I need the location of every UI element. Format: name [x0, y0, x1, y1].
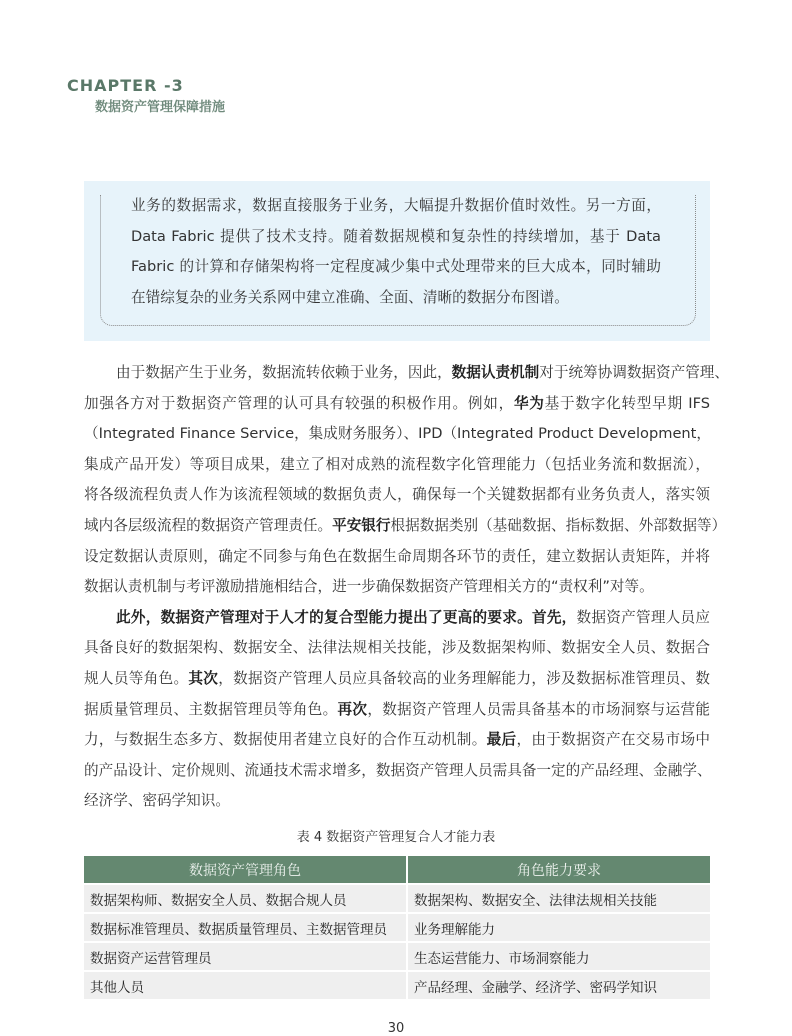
text-segment: 由于数据产生于业务，数据流转依赖于业务，因此， — [116, 364, 452, 381]
chapter-subtitle: 数据资产管理保障措施 — [95, 100, 226, 115]
bold-text: 最后 — [486, 731, 517, 749]
text-line — [84, 638, 710, 658]
text-segment: 具备良好的数据架构、数据安全、法律法规相关技能，涉及数据架构师、数据安全人员、数据合 — [84, 639, 710, 657]
page-number: 30 — [387, 1021, 405, 1036]
bold-text: 华为 — [513, 394, 545, 412]
bold-text: 平安银行 — [332, 517, 391, 534]
table-row — [84, 943, 710, 970]
text-segment: Fabric 的计算和存储架构将一定程度减少集中式处理带来的巨大成本，同时辅助 — [131, 258, 661, 276]
table-row — [84, 885, 710, 912]
text-segment: 数据资产管理人员应 — [576, 608, 710, 626]
text-segment: 对于统筹协调数据资产管理、 — [539, 364, 729, 381]
text-segment: （Integrated Finance Service，集成财务服务）、IPD（Integrated Product Development， — [84, 425, 711, 443]
text-line — [116, 363, 729, 383]
text-line — [131, 227, 661, 247]
bold-text: 数据认责机制 — [451, 364, 540, 381]
text-segment: 域内各层级流程的数据资产管理责任。 — [84, 517, 333, 534]
text-segment: 加强各方对于数据资产管理的认可具有较强的积极作用。例如， — [84, 394, 514, 412]
text-line — [131, 257, 661, 277]
bold-text: 其次 — [188, 670, 219, 687]
capability-cell: 业务理解能力 — [406, 914, 710, 941]
text-line — [84, 791, 710, 811]
text-segment: ，由于数据资产在交易市场中 — [516, 731, 710, 749]
talent-table — [84, 854, 710, 1001]
text-line — [84, 730, 710, 750]
text-line — [131, 196, 661, 216]
text-segment: 据质量管理员、主数据管理员等角色。 — [84, 700, 338, 718]
role-cell: 数据资产运营管理员 — [84, 943, 406, 970]
text-line — [84, 700, 710, 720]
capability-cell: 数据架构、数据安全、法律法规相关技能 — [406, 885, 710, 912]
chapter-label: CHAPTER -3 — [67, 76, 184, 95]
table-caption: 表 4 数据资产管理复合人才能力表 — [296, 830, 496, 845]
role-cell: 其他人员 — [84, 972, 406, 999]
text-segment: 在错综复杂的业务关系网中建立准确、全面、清晰的数据分布图谱。 — [131, 289, 569, 307]
text-line — [84, 424, 710, 444]
text-line — [84, 394, 710, 414]
text-line — [84, 577, 710, 597]
capability-cell: 产品经理、金融学、经济学、密码学知识 — [406, 972, 710, 999]
table-row — [84, 914, 710, 941]
table-header-row — [84, 856, 710, 883]
column-header-capability: 角色能力要求 — [406, 856, 710, 883]
text-line — [84, 547, 710, 567]
role-cell: 数据标准管理员、数据质量管理员、主数据管理员 — [84, 914, 406, 941]
text-segment: 的产品设计、定价规则、流通技术需求增多，数据资产管理人员需具备一定的产品经理、金融学、 — [84, 761, 712, 779]
role-cell: 数据架构师、数据安全人员、数据合规人员 — [84, 885, 406, 912]
text-line — [84, 455, 710, 475]
text-segment: Data Fabric 提供了技术支持。随着数据规模和复杂性的持续增加，基于 Data — [131, 227, 661, 245]
text-segment: 将各级流程负责人作为该流程领域的数据负责人，确保每一个关键数据都有业务负责人，落实领 — [84, 486, 710, 504]
bold-text: 此外，数据资产管理对于人才的复合型能力提出了更高的要求。首先， — [116, 608, 577, 626]
text-segment: 集成产品开发）等项目成果，建立了相对成熟的流程数字化管理能力（包括业务流和数据流）， — [84, 455, 710, 473]
text-segment: 根据数据类别（基础数据、指标数据、外部数据等） — [390, 517, 727, 534]
capability-cell: 生态运营能力、市场洞察能力 — [406, 943, 710, 970]
text-segment: ，数据资产管理人员需具备基本的市场洞察与运营能 — [367, 700, 710, 718]
text-line — [84, 761, 710, 781]
bold-text: 再次 — [337, 700, 368, 718]
table-row — [84, 972, 710, 999]
text-line — [84, 669, 710, 689]
text-segment: 力，与数据生态多方、数据使用者建立良好的合作互动机制。 — [84, 731, 487, 749]
text-segment: 设定数据认责原则，确定不同参与角色在数据生命周期各环节的责任，建立数据认责矩阵，并将 — [84, 547, 710, 565]
text-line — [84, 516, 727, 536]
text-segment: 规人员等角色。 — [84, 670, 189, 687]
text-line — [84, 485, 710, 505]
text-segment: 经济学、密码学知识。 — [84, 792, 230, 810]
text-segment: 基于数字化转型早期 IFS — [544, 394, 710, 412]
text-segment: ，数据资产管理人员应具备较高的业务理解能力，涉及数据标准管理员、数 — [218, 670, 710, 687]
text-line — [131, 288, 661, 308]
text-segment: 数据认责机制与考评激励措施相结合，进一步确保数据资产管理相关方的“责权利”对等。 — [84, 578, 654, 596]
text-segment: 业务的数据需求，数据直接服务于业务，大幅提升数据价值时效性。另一方面， — [131, 197, 661, 214]
text-line — [116, 608, 710, 628]
column-header-role: 数据资产管理角色 — [84, 856, 406, 883]
